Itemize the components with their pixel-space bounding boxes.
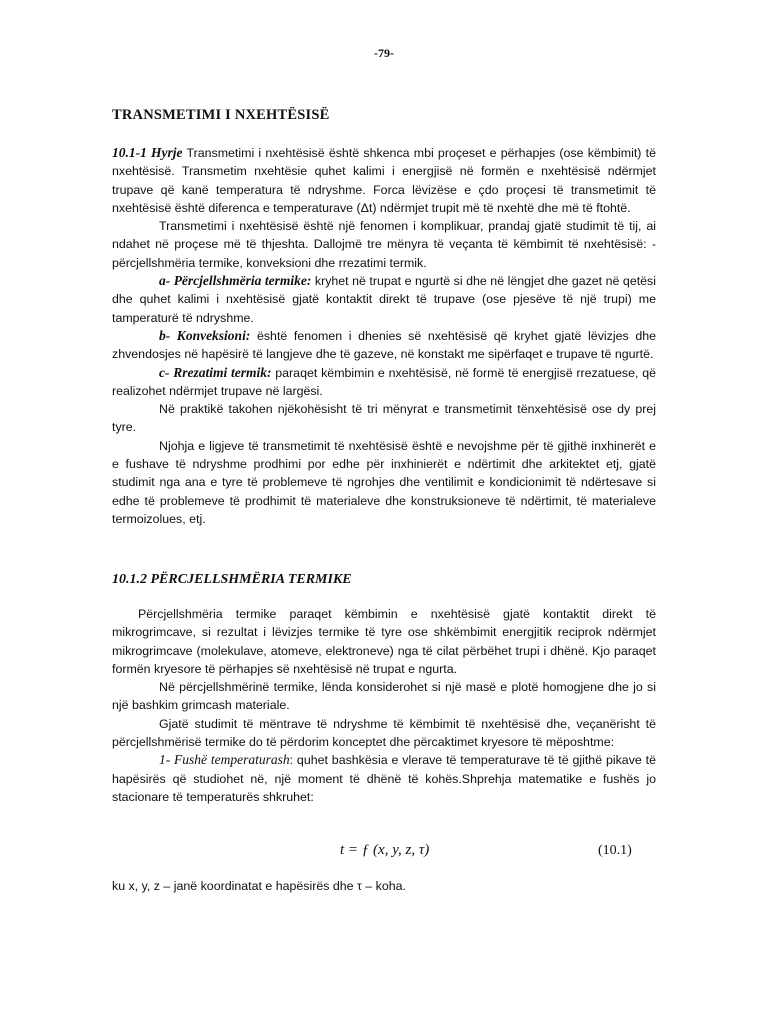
chapter-title: TRANSMETIMI I NXEHTËSISË: [112, 107, 330, 123]
definition-item-1-label: 1- Fushë temperaturash: [159, 752, 290, 768]
intro-paragraph-2: Transmetimi i nxehtësisë është një fenomen i komplikuar, prandaj gjatë studimit të tij, ai ndahet në proçese më të thjeshta. Dallojmë tre mënyra të veçanta të këmbimit të nxehtësisë: - përcjellshmëria termike, konveksioni dhe rrezatimi termik.: [112, 219, 656, 270]
intro-paragraph-3: Në praktikë takohen njëkohësisht të tri mënyrat e transmetimit tënxehtësisë ose dy prej tyre.: [112, 402, 656, 435]
section2-paragraph-2: Në përcjellshmërinë termike, lënda konsiderohet si një masë e plotë homogjene dhe jo si një bashkim grimcash materiale.: [112, 680, 656, 713]
item-c: c- Rrezatimi termik: paraqet këmbimin e nxehtësisë, në formë të energjisë rrezatuese, që realizohet ndërmjet trupave në largësi.: [112, 364, 656, 398]
section-heading: 10.1.2 PËRCJELLSHMËRIA TERMIKE: [112, 572, 352, 587]
page-number: -79-: [374, 46, 394, 60]
intro-section: [112, 144, 656, 528]
section2-paragraph-3: Gjatë studimit të mëntrave të ndryshme të këmbimit të nxehtësisë dhe, veçanërisht të përcjellshmërisë termike do të përdorim konceptet dhe përcaktimet kryesore të mëposhtme:: [112, 716, 656, 750]
item-c-label: c- Rrezatimi termik:: [159, 364, 272, 380]
section2-paragraph-1: Përcjellshmëria termike paraqet këmbimin e nxehtësisë gjatë kontaktit direkt të mikrogrimcave, si rezultat i lëvizjes termike të tyre ose shkëmbimit energjitik reciprok ndërmjet mikrogrimcave (molekulave, atomeve, elektroneve) nga të cilat përbëhet trupi i dhënë. Kjo paraqet formën kryesore të përhapjes së nxehtësisë në trupat e ngurta.: [112, 607, 656, 676]
equation-explanation: ku x, y, z – janë koordinatat e hapësirës dhe τ – koha.: [112, 879, 406, 893]
intro-heading: 10.1-1 Hyrje: [112, 145, 183, 160]
equation: t = ƒ (x, y, z, τ): [340, 842, 430, 858]
section2-body: [112, 605, 656, 806]
item-b: b- Konveksioni: është fenomen i dhenies së nxehtësisë që kryhet gjatë lëvizjes dhe zhvendosjes në hapësirë të langjeve dhe të gazeve, në konstakt me sipërfaqet e trupave të ngurtë.: [112, 327, 656, 362]
item-a: a- Përcjellshmëria termike: kryhet në trupat e ngurtë si dhe në lëngjet dhe gazet në qetësi dhe quhet kalimi i nxehtësisë gjatë kontaktit direkt të trupave (ose pjesëve të një trupi) me tamperaturë të ndryshme.: [112, 273, 656, 325]
intro-paragraph-1: 10.1-1 Hyrje Transmetimi i nxehtësisë është shkenca mbi proçeset e përhapjes (ose këmbimit) të nxehtësisë. Transmetim nxehtësie quhet kalimi i energjisë në formën e nxehtësisë ndërmjet trupave që kanë temperatura të ndryshme. Forca lëvizëse e çdo proçesi të transmetimit të nxehtësisë është diferenca e temperaturave (Δt) ndërmjet trupit më të nxehtë dhe më të ftohtë.: [112, 145, 656, 215]
item-a-label: a- Përcjellshmëria termike:: [159, 273, 312, 289]
equation-number: (10.1): [598, 843, 632, 858]
item-b-label: b- Konveksioni:: [159, 327, 251, 343]
definition-item-1: 1- Fushë temperaturash: quhet bashkësia e vlerave të temperaturave të të gjithë pikave të hapësirës që studiohet në, një moment të dhënë të kohës.Shprehja matematike e fushës jo stacionare të temperaturës shkruhet:: [112, 752, 656, 804]
intro-paragraph-4: Njohja e ligjeve të transmetimit të nxehtësisë është e nevojshme për të gjithë inxhinerët e e fushave të ndryshme prodhimi por edhe për inxhinierët e ndërtimit dhe arkitektet etj, gjatë studimit nga ana e tyre të problemeve të ngrohjes dhe ventilimit e kondicionimit të ndërtesave si edhe të problemeve të prodhimit të materialeve dhe konstruksioneve të ndërtimit, të materialeve termoizolues, etj.: [112, 438, 656, 526]
